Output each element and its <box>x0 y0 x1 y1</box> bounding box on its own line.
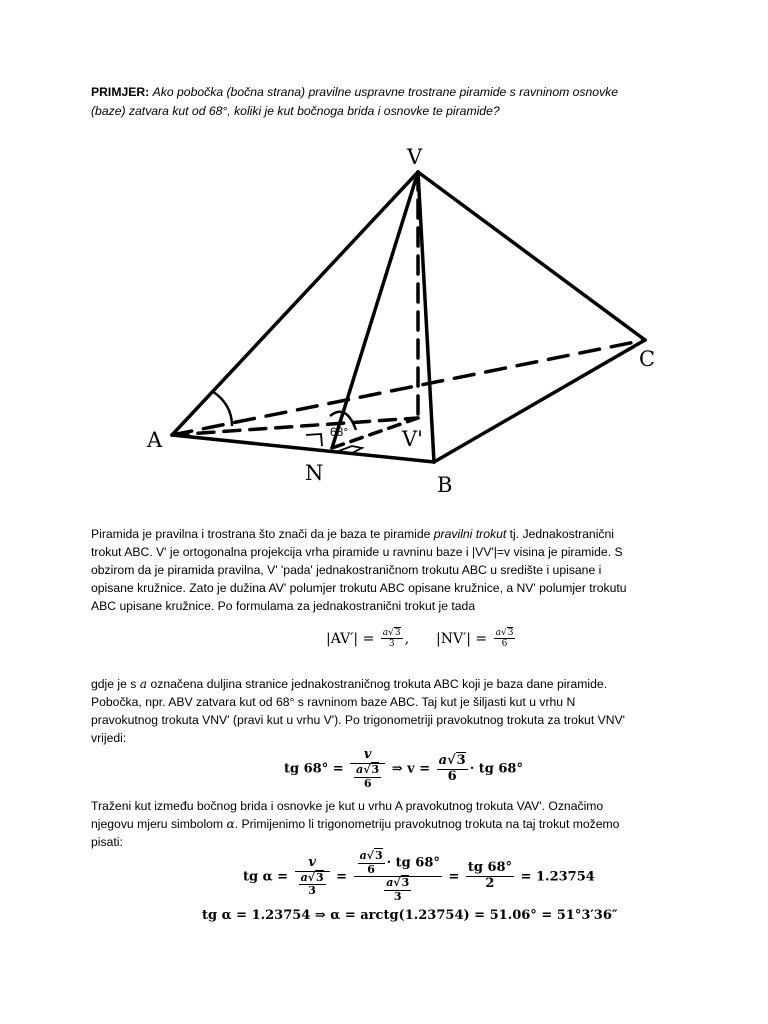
p1-text-a: Piramida je pravilna i trostrana što znači da je baza te piramide <box>91 527 434 541</box>
segment-av-prime <box>172 418 418 435</box>
vertex-a-label: A <box>147 428 163 452</box>
paragraph-3-line-3: pisati: <box>91 835 123 849</box>
point-v-prime-label: V' <box>402 427 423 451</box>
formula-tg68-half: $\frac{tg 68^\circ}{2}$ <box>467 860 513 892</box>
right-angle-marker <box>306 434 322 446</box>
formula-tg68-fraction: $\frac{v}{\frac{a√3}{6}}$ <box>350 748 385 790</box>
formula-v-fraction: $\frac{a√3}{6}$ <box>438 752 466 784</box>
angle-68-label: 68° <box>330 425 349 439</box>
paragraph-1-line-2: trokut ABC. V' je ortogonalna projekcija vrha piramide u ravninu baze i |VV'|=v visina je piramide. S <box>91 545 623 559</box>
formula-av-left: |AV′| = <box>326 630 375 647</box>
angle-arc-n <box>330 412 356 430</box>
formula-tg68: tg 68° = $\frac{v}{\frac{a√3}{6}}$ ⇒ v = $\frac{a√3}{6}$ · tg 68° <box>284 747 523 790</box>
paragraph-1-line-4: opisane kružnice. Zato je dužina AV' polumjer trokutu ABC opisane kružnice, a NV' polumjer trokutu <box>91 581 627 595</box>
paragraph-1-line-1 <box>91 526 691 544</box>
paragraph-3-line-2: njegovu mjeru simbolom α. Primijenimo li trigonometriju pravokutnog trokuta na taj trokut možemo <box>91 817 620 831</box>
edge-ab <box>172 435 434 462</box>
formula-separator: , <box>404 630 410 647</box>
paragraph-1-line-3: obzirom da je piramida pravilna, V' 'pada' jednakostraničnom trokutu ABC u središte i upisane i <box>91 563 602 577</box>
paragraph-2-line-1: gdje je s a označena duljina stranice jednakostraničnog trokuta ABC koji je baza dane piramide. <box>91 677 608 691</box>
edge-va <box>172 172 418 435</box>
problem-line-1: Ako pobočka (bočna strana) pravilne uspravne trostrane piramide s ravninom osnovke <box>152 85 619 99</box>
paragraph-2-line-2: Pobočka, npr. ABV zatvara kut od 68° s ravninom baze ABC. Taj kut je šiljasti kut u vrhu N <box>91 695 576 709</box>
formula-tg-alpha: tg α = $\frac{v}{\frac{a√3}{3}}$ = $\frac{a√3}{6}$ · tg 68° $\frac{a√3}{3}$ = $\frac{tg 68^\circ}{2}$ = 1.23754 <box>243 849 595 903</box>
paragraph-3-line-1: Traženi kut između bočnog brida i osnovke je kut u vrhu A pravokutnog trokuta VAV'. Označimo <box>91 799 604 813</box>
vertex-b-label: B <box>437 473 453 497</box>
edge-ac-hidden <box>172 340 645 435</box>
problem-prefix: PRIMJER: <box>91 85 150 99</box>
formula-alpha-result: tg α = 1.23754 ⇒ α = arctg(1.23754) = 51.06° = 51°3′36″ <box>202 908 618 923</box>
formula-nv-left: |NV′| = <box>436 630 488 647</box>
problem-statement <box>91 84 691 102</box>
p1-text-italic: pravilni trokut <box>433 527 507 541</box>
small-triangle-marker <box>336 446 362 454</box>
p1-text-c: tj. Jednakostranični <box>506 527 614 541</box>
point-n-label: N <box>305 461 324 485</box>
formula-v-over-r: $\frac{v}{\frac{a√3}{3}}$ <box>295 856 330 898</box>
paragraph-2-line-3: pravokutnog trokuta VNV' (pravi kut u vrhu V'). Po trigonometriji pravokutnog trokuta za trokut VNV' <box>91 713 625 727</box>
segment-nv-prime <box>332 418 418 448</box>
formula-substituted-fraction: $\frac{a√3}{6}$ · tg 68° $\frac{a√3}{3}$ <box>354 850 442 904</box>
formula-radii <box>326 628 517 650</box>
formula-av-fraction: $\frac{a√3}{3}$ <box>382 628 401 650</box>
paragraph-1-line-5: ABC upisane kružnice. Po formulama za jednakostranični trokut je tada <box>91 599 476 613</box>
edge-bc <box>434 340 645 462</box>
vertex-v-label: V <box>407 145 423 169</box>
problem-line-2: (baze) zatvara kut od 68°, koliki je kut bočnoga brida i osnovke te piramide? <box>91 104 500 118</box>
edge-vc <box>418 172 645 340</box>
angle-arc-a <box>212 391 232 426</box>
formula-nv-fraction: $\frac{a√3}{6}$ <box>495 628 514 650</box>
edge-vb <box>418 172 434 462</box>
paragraph-2-line-4: vrijedi: <box>91 731 127 745</box>
slant-height-vn <box>332 172 418 448</box>
vertex-c-label: C <box>639 347 656 371</box>
